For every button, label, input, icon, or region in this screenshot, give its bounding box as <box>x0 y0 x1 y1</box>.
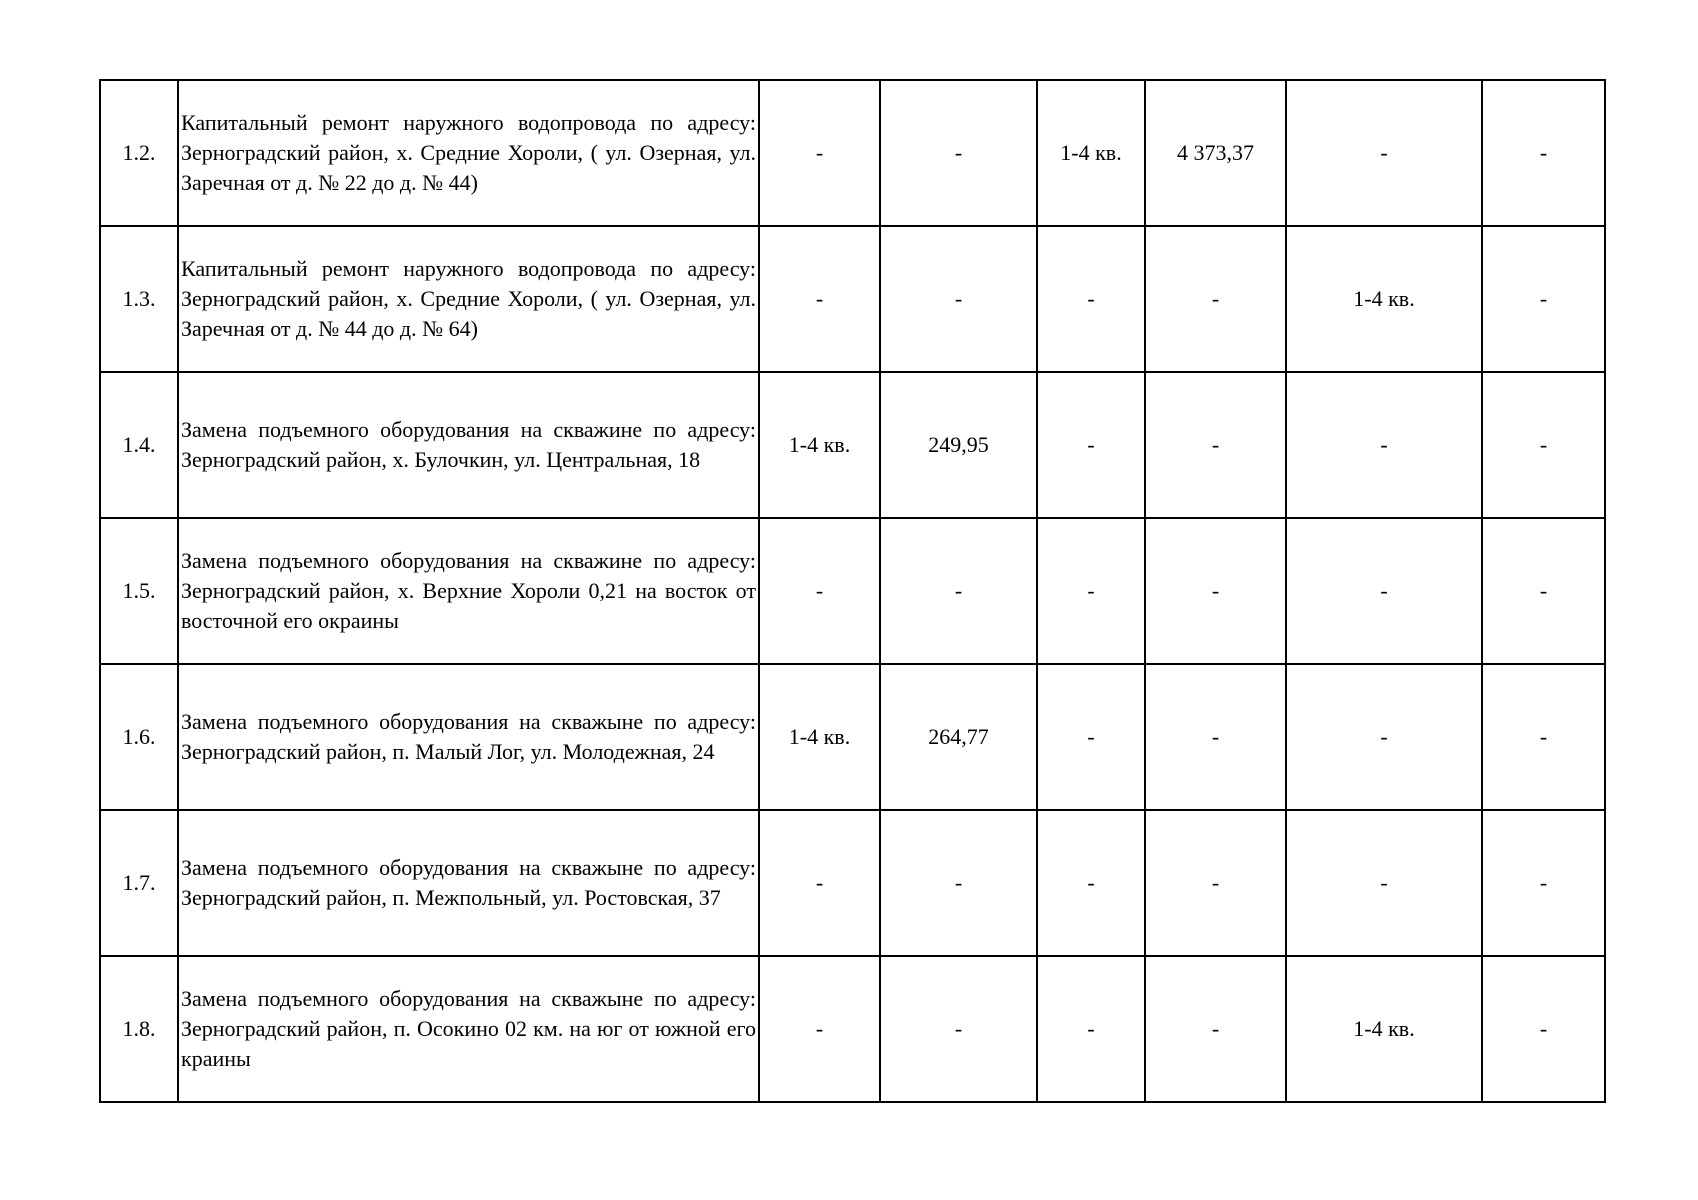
table-cell-col-6: - <box>1482 518 1605 664</box>
table-row <box>100 810 1605 956</box>
table-cell-col-3: - <box>1037 372 1145 518</box>
table-cell-col-6: - <box>1482 956 1605 1102</box>
table-row <box>100 664 1605 810</box>
table-body <box>100 80 1605 1102</box>
table-cell-col-3: - <box>1037 518 1145 664</box>
row-number: 1.5. <box>100 518 178 664</box>
row-number: 1.6. <box>100 664 178 810</box>
table-cell-col-2: - <box>880 226 1037 372</box>
table-cell-col-4: - <box>1145 226 1286 372</box>
table-cell-col-4: 4 373,37 <box>1145 80 1286 226</box>
table-cell-col-2: - <box>880 810 1037 956</box>
table-cell-col-4: - <box>1145 372 1286 518</box>
row-number: 1.8. <box>100 956 178 1102</box>
table-cell-col-1: - <box>759 226 880 372</box>
table-cell-col-2: - <box>880 956 1037 1102</box>
table-cell-col-5: - <box>1286 810 1482 956</box>
work-description: Капитальный ремонт наружного водопровода по адресу: Зерноградский район, х. Средние Хороли, ( ул. Озерная, ул. Заречная от д. № 44 до д. № 64) <box>178 226 759 372</box>
table-row <box>100 80 1605 226</box>
table-cell-col-3: 1-4 кв. <box>1037 80 1145 226</box>
table-cell-col-1: - <box>759 956 880 1102</box>
works-table <box>99 79 1606 1103</box>
table-cell-col-6: - <box>1482 664 1605 810</box>
table-cell-col-4: - <box>1145 518 1286 664</box>
table-cell-col-6: - <box>1482 80 1605 226</box>
table-row <box>100 226 1605 372</box>
table-cell-col-2: 264,77 <box>880 664 1037 810</box>
table-cell-col-5: - <box>1286 664 1482 810</box>
table-cell-col-5: 1-4 кв. <box>1286 226 1482 372</box>
table-cell-col-2: - <box>880 80 1037 226</box>
table-cell-col-3: - <box>1037 664 1145 810</box>
row-number: 1.4. <box>100 372 178 518</box>
work-description: Замена подъемного оборудования на скважыне по адресу: Зерноградский район, п. Межпольный, ул. Ростовская, 37 <box>178 810 759 956</box>
table-cell-col-5: - <box>1286 518 1482 664</box>
table-cell-col-1: - <box>759 810 880 956</box>
table-cell-col-3: - <box>1037 226 1145 372</box>
table-cell-col-6: - <box>1482 372 1605 518</box>
table-cell-col-4: - <box>1145 956 1286 1102</box>
table-row <box>100 956 1605 1102</box>
table-cell-col-3: - <box>1037 956 1145 1102</box>
table-cell-col-5: - <box>1286 372 1482 518</box>
row-number: 1.2. <box>100 80 178 226</box>
table-cell-col-1: - <box>759 518 880 664</box>
table-cell-col-1: 1-4 кв. <box>759 372 880 518</box>
table-cell-col-1: - <box>759 80 880 226</box>
table-cell-col-4: - <box>1145 664 1286 810</box>
table-cell-col-6: - <box>1482 226 1605 372</box>
row-number: 1.7. <box>100 810 178 956</box>
work-description: Замена подъемного оборудования на скважыне по адресу: Зерноградский район, п. Малый Лог, ул. Молодежная, 24 <box>178 664 759 810</box>
table-cell-col-5: 1-4 кв. <box>1286 956 1482 1102</box>
row-number: 1.3. <box>100 226 178 372</box>
table-cell-col-3: - <box>1037 810 1145 956</box>
work-description: Замена подъемного оборудования на скважине по адресу: Зерноградский район, х. Верхние Хороли 0,21 на восток от восточной его окраины <box>178 518 759 664</box>
table-cell-col-2: 249,95 <box>880 372 1037 518</box>
table-cell-col-5: - <box>1286 80 1482 226</box>
table-cell-col-2: - <box>880 518 1037 664</box>
table-cell-col-1: 1-4 кв. <box>759 664 880 810</box>
work-description: Капитальный ремонт наружного водопровода по адресу: Зерноградский район, х. Средние Хороли, ( ул. Озерная, ул. Заречная от д. № 22 до д. № 44) <box>178 80 759 226</box>
work-description: Замена подъемного оборудования на скважыне по адресу: Зерноградский район, п. Осокино 02 км. на юг от южной его краины <box>178 956 759 1102</box>
table-cell-col-6: - <box>1482 810 1605 956</box>
table-cell-col-4: - <box>1145 810 1286 956</box>
work-description: Замена подъемного оборудования на скважине по адресу: Зерноградский район, х. Булочкин, ул. Центральная, 18 <box>178 372 759 518</box>
table-row <box>100 518 1605 664</box>
table-row <box>100 372 1605 518</box>
